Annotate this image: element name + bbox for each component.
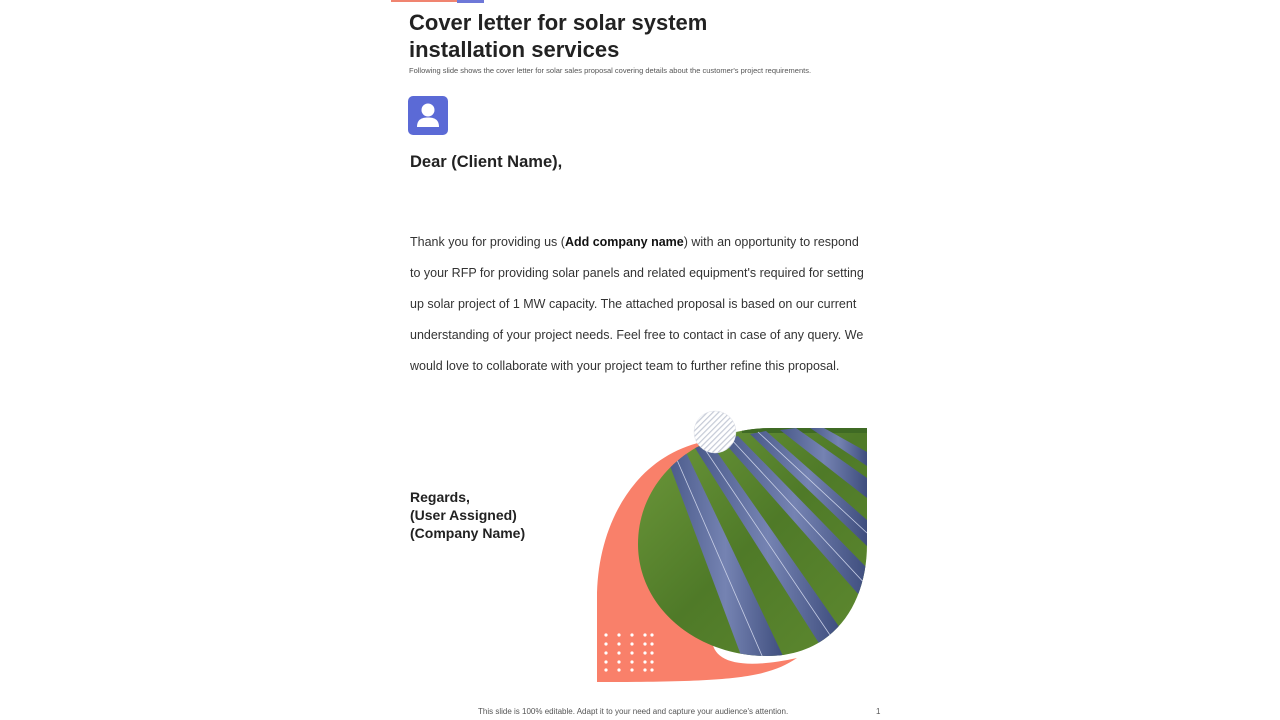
footer-note: This slide is 100% editable. Adapt it to your need and capture your audience's attention.: [478, 707, 789, 716]
page-title: Cover letter for solar system installation services: [409, 10, 708, 62]
letter-body: [410, 227, 866, 382]
letter-body-rest: ) with an opportunity to respond to your RFP for providing solar panels and related equipment's required for setting up solar project of 1 MW capacity. The attached proposal is based on our current understanding of your project needs. Feel free to contact in case of any query. We would love to collaborate with your project team to further refine this proposal.: [410, 235, 864, 373]
signature-block: [410, 488, 525, 542]
top-accent-blue: [457, 0, 484, 3]
company-name: (Company Name): [410, 525, 526, 541]
greeting: Dear (Client Name),: [410, 153, 563, 171]
page-number: 1: [876, 707, 881, 716]
user-icon: [408, 96, 448, 135]
regards-label: Regards,: [410, 489, 470, 505]
user-assigned: (User Assigned): [410, 507, 517, 523]
top-accent-coral: [391, 0, 457, 2]
solar-panels-image: [592, 408, 872, 691]
company-name-placeholder: Add company name: [564, 235, 684, 249]
page-subtitle: Following slide shows the cover letter for solar sales proposal covering details about the customer's project requirements.: [409, 66, 812, 75]
letter-body-intro: Thank you for providing us (: [410, 235, 565, 249]
